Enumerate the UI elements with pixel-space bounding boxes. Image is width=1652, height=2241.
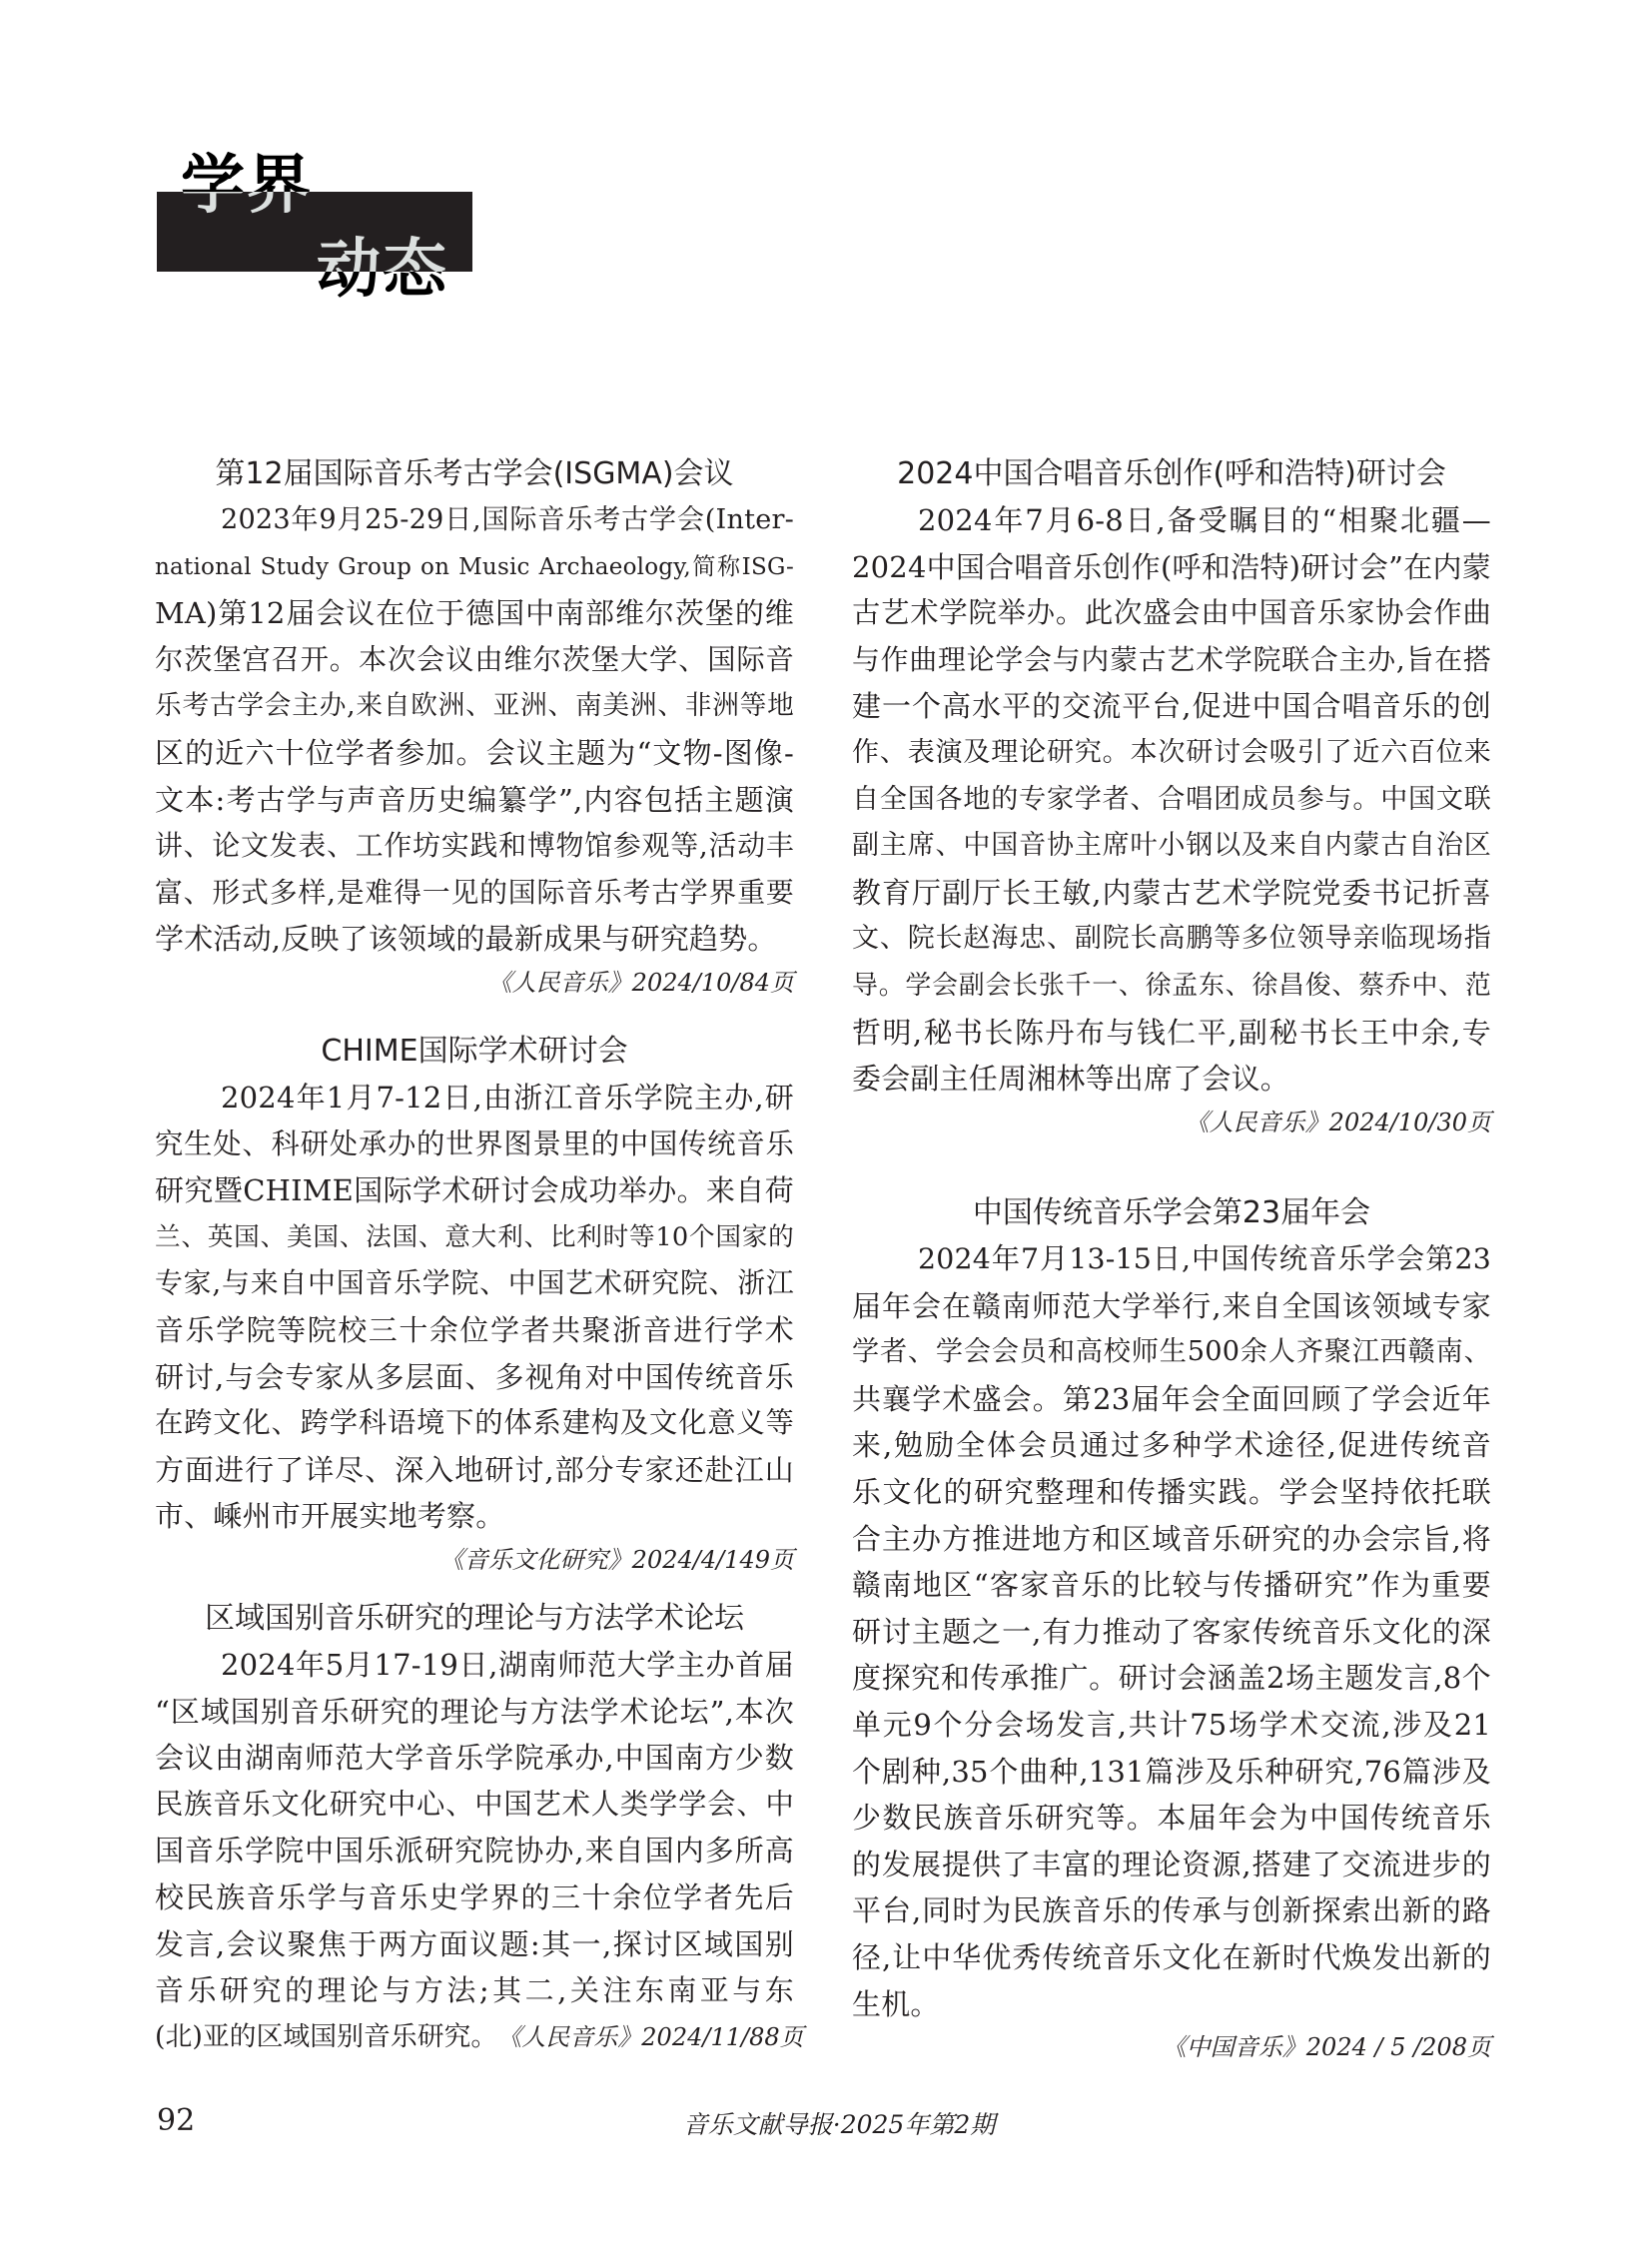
article-line: 古艺术学院举办。此次盛会由中国音乐家协会作曲	[852, 596, 1491, 630]
article-line: 生机。	[852, 1986, 940, 2021]
article-title: 2024中国合唱音乐创作(呼和浩特)研讨会	[897, 456, 1446, 491]
article-line: 方面进行了详尽、深入地研讨,部分专家还赴江山	[155, 1452, 794, 1487]
article-title: CHIME国际学术研讨会	[321, 1034, 628, 1069]
article-line: 研讨,与会专家从多层面、多视角对中国传统音乐	[155, 1359, 794, 1394]
article-source: 《人民音乐》2024/11/88页	[497, 2022, 804, 2051]
article-line: 少数民族音乐研究等。本届年会为中国传统音乐	[852, 1801, 1491, 1836]
section-header-word-1: 学界	[181, 149, 313, 223]
article-line: 副主席、中国音协主席叶小钢以及来自内蒙古自治区	[852, 830, 1491, 862]
article-traditional-music-society	[852, 1190, 1491, 2067]
article-line: 度探究和传承推广。研讨会涵盖2场主题发言,8个	[852, 1661, 1491, 1696]
article-line: 2023年9月25-29日,国际音乐考古学会(Inter-	[221, 504, 794, 535]
article-line: 建一个高水平的交流平台,促进中国合唱音乐的创	[852, 689, 1491, 724]
article-line: 校民族音乐学与音乐史学界的三十余位学者先后	[155, 1879, 794, 1914]
article-line: 共襄学术盛会。第23届年会全面回顾了学会近年	[852, 1381, 1491, 1416]
article-source: 《人民音乐》2024/10/30页	[1185, 1108, 1491, 1136]
article-line: 音乐研究的理论与方法;其二,关注东南亚与东	[155, 1973, 794, 2008]
article-isgma	[155, 451, 794, 1003]
article-line: 径,让中华优秀传统音乐文化在新时代焕发出新的	[852, 1939, 1491, 1974]
article-line: 在跨文化、跨学科语境下的体系建构及文化意义等	[155, 1406, 794, 1440]
article-line: 合主办方推进地方和区域音乐研究的办会宗旨,将	[852, 1521, 1491, 1556]
article-line: 研究暨CHIME国际学术研讨会成功举办。来自荷	[155, 1173, 794, 1208]
article-regional-forum	[155, 1596, 804, 2060]
article-line: national Study Group on Music Archaeology,简称ISG-	[155, 553, 794, 580]
section-header-word-2: 动态	[317, 233, 448, 307]
article-line: 委会副主任周湘林等出席了会议。	[852, 1062, 1290, 1097]
article-line: “区域国别音乐研究的理论与方法学术论坛”,本次	[155, 1694, 794, 1729]
article-line: 民族音乐文化研究中心、中国艺术人类学学会、中	[155, 1787, 794, 1821]
article-line: 2024年1月7-12日,由浙江音乐学院主办,研	[221, 1081, 794, 1115]
article-title: 区域国别音乐研究的理论与方法学术论坛	[205, 1601, 744, 1636]
article-line: 的发展提供了丰富的理论资源,搭建了交流进步的	[852, 1847, 1491, 1881]
article-line: 市、嵊州市开展实地考察。	[155, 1499, 505, 1534]
article-line: 来,勉励全体会员通过多种学术途径,促进传统音	[852, 1428, 1491, 1463]
article-line: MA)第12届会议在位于德国中南部维尔茨堡的维	[155, 596, 794, 631]
article-source: 《中国音乐》2024 / 5 /208页	[1162, 2033, 1491, 2062]
article-line: 国音乐学院中国乐派研究院协办,来自国内多所高	[155, 1834, 794, 1868]
article-last-line	[155, 2014, 804, 2061]
article-title: 中国传统音乐学会第23届年会	[972, 1195, 1371, 1230]
article-line: 讲、论文发表、工作坊实践和博物馆参观等,活动丰	[155, 829, 794, 863]
article-line: 单元9个分会场发言,共计75场学术交流,涉及21	[852, 1707, 1491, 1742]
article-line: 会议由湖南师范大学音乐学院承办,中国南方少数	[155, 1741, 794, 1776]
article-source: 《人民音乐》2024/10/84页	[487, 968, 794, 997]
article-line: 2024年5月17-19日,湖南师范大学主办首届	[221, 1648, 794, 1682]
article-line: 文、院长赵海忠、副院长高鹏等多位领导亲临现场指	[852, 923, 1491, 955]
article-line: 究生处、科研处承办的世界图景里的中国传统音乐	[155, 1126, 794, 1160]
article-line: 尔茨堡宫召开。本次会议由维尔茨堡大学、国际音	[155, 642, 794, 676]
article-chime	[155, 1029, 794, 1580]
section-header	[157, 150, 476, 310]
article-line: 教育厅副厅长王敏,内蒙古艺术学院党委书记折喜	[852, 875, 1491, 910]
article-line: 乐文化的研究整理和传播实践。学会坚持依托联	[852, 1474, 1491, 1509]
article-line: 学术活动,反映了该领域的最新成果与研究趋势。	[155, 922, 777, 957]
article-line: 富、形式多样,是难得一见的国际音乐考古学界重要	[155, 875, 794, 909]
article-line: 作、表演及理论研究。本次研讨会吸引了近六百位来	[852, 736, 1491, 768]
article-line: 导。学会副会长张千一、徐孟东、徐昌俊、蔡乔中、范	[852, 970, 1491, 1001]
journal-running-footer: 音乐文献导报·2025年第2期	[682, 2110, 996, 2139]
article-line: 文本:考古学与声音历史编纂学”,内容包括主题演	[155, 782, 794, 817]
article-line: 兰、英国、美国、法国、意大利、比利时等10个国家的	[155, 1221, 794, 1252]
article-line: 乐考古学会主办,来自欧洲、亚洲、南美洲、非洲等地	[155, 690, 794, 722]
article-source: 《音乐文化研究》2024/4/149页	[439, 1545, 794, 1574]
article-title: 第12届国际音乐考古学会(ISGMA)会议	[215, 456, 734, 491]
page-number: 92	[157, 2103, 196, 2138]
article-line: 赣南地区“客家音乐的比较与传播研究”作为重要	[852, 1568, 1491, 1603]
article-line: 2024年7月13-15日,中国传统音乐学会第23	[918, 1242, 1491, 1275]
article-line: 音乐学院等院校三十余位学者共聚浙音进行学术	[155, 1312, 794, 1347]
article-line: 哲明,秘书长陈丹布与钱仁平,副秘书长王中余,专	[852, 1015, 1491, 1050]
article-line: 专家,与来自中国音乐学院、中国艺术研究院、浙江	[155, 1266, 794, 1300]
article-choral	[852, 451, 1491, 1142]
article-line: 区的近六十位学者参加。会议主题为“文物-图像-	[155, 735, 794, 770]
article-line: 平台,同时为民族音乐的传承与创新探索出新的路	[852, 1893, 1491, 1928]
article-line: 个剧种,35个曲种,131篇涉及乐种研究,76篇涉及	[852, 1754, 1491, 1789]
article-line: 自全国各地的专家学者、合唱团成员参与。中国文联	[852, 783, 1491, 815]
article-line: 届年会在赣南师范大学举行,来自全国该领域专家	[852, 1288, 1491, 1323]
article-line: 2024中国合唱音乐创作(呼和浩特)研讨会”在内蒙	[852, 549, 1491, 584]
article-line: (北)亚的区域国别音乐研究。	[155, 2020, 498, 2052]
article-line: 2024年7月6-8日,备受瞩目的“相聚北疆—	[918, 503, 1491, 537]
article-line: 与作曲理论学会与内蒙古艺术学院联合主办,旨在搭	[852, 642, 1491, 676]
article-line: 学者、学会会员和高校师生500余人齐聚江西赣南、	[852, 1336, 1491, 1368]
article-line: 研讨主题之一,有力推动了客家传统音乐文化的深	[852, 1614, 1491, 1649]
article-line: 发言,会议聚焦于两方面议题:其一,探讨区域国别	[155, 1926, 794, 1961]
